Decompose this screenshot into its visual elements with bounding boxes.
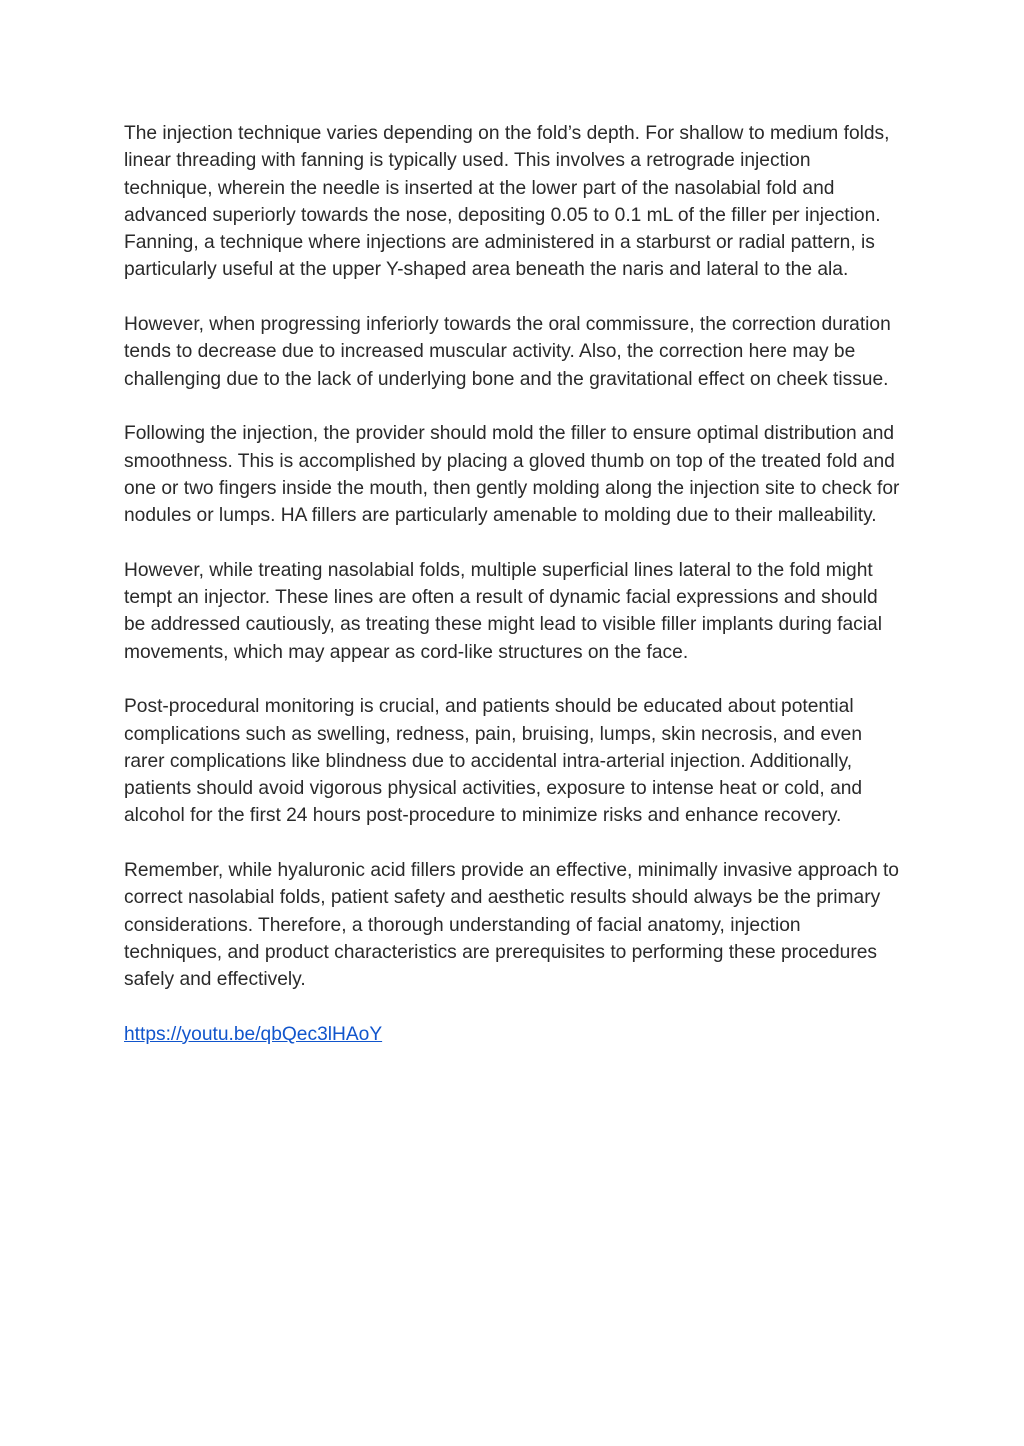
paragraph-post-procedural: Post-procedural monitoring is crucial, and patients should be educated about potential complications such as swelling, redness, pain, bruising, lumps, skin necrosis, and even rarer complications like blindness due to accidental intra-arterial injection. Additionally, patients should avoid vigorous physical activities, exposure to intense heat or cold, and alcohol for the first 24 hours post-procedure to minimize risks and enhance recovery. [124, 696, 863, 827]
paragraph-superficial-lines: However, while treating nasolabial folds, multiple superficial lines lateral to the fold might tempt an injector. These lines are often a result of dynamic facial expressions and should be addressed cautiously, as treating these might lead to visible filler implants during facial movements, which may appear as cord-like structures on the face. [124, 559, 882, 663]
paragraph-injection-technique: The injection technique varies depending on the fold’s depth. For shallow to medium folds, linear threading with fanning is typically used. This involves a retrograde injection technique, wherein the needle is inserted at the lower part of the nasolabial fold and advanced superiorly towards the nose, depositing 0.05 to 0.1 mL of the filler per injection. Fanning, a technique where injections are administered in a starburst or radial pattern, is particularly useful at the upper Y-shaped area beneath the naris and lateral to the ala. [124, 123, 890, 281]
paragraph-conclusion: Remember, while hyaluronic acid fillers provide an effective, minimally invasive approach to correct nasolabial folds, patient safety and aesthetic results should always be the primary considerations. Therefore, a thorough understanding of facial anatomy, injection techniques, and product characteristics are prerequisites to performing these procedures safely and effectively. [124, 860, 899, 991]
youtube-link[interactable]: https://youtu.be/qbQec3lHAoY [124, 1023, 383, 1045]
paragraph-molding: Following the injection, the provider should mold the filler to ensure optimal distribution and smoothness. This is accomplished by placing a gloved thumb on top of the treated fold and one or two fingers inside the mouth, then gently molding along the injection site to check for nodules or lumps. HA fillers are particularly amenable to molding due to their malleability. [124, 423, 900, 527]
document-body [124, 120, 904, 1075]
paragraph-oral-commissure: However, when progressing inferiorly towards the oral commissure, the correction duration tends to decrease due to increased muscular activity. Also, the correction here may be challenging due to the lack of underlying bone and the gravitational effect on cheek tissue. [124, 314, 891, 390]
link-paragraph [124, 1021, 904, 1048]
